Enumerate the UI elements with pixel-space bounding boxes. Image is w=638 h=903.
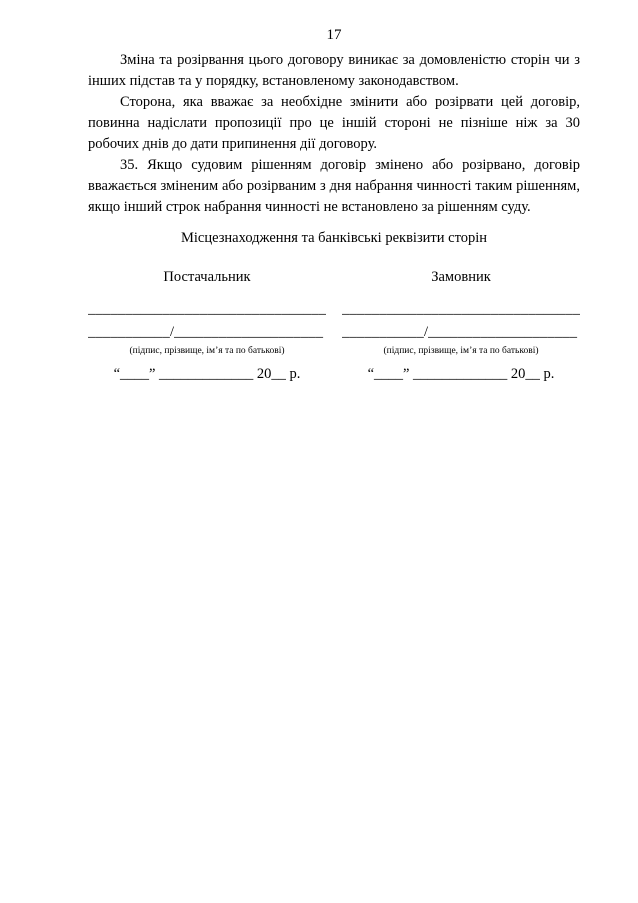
section-heading-requisites: Місцезнаходження та банківські реквізити сторін bbox=[180, 229, 488, 246]
page-number: 17 bbox=[326, 27, 342, 43]
paragraph-change-termination: Зміна та розірвання цього договору виникає за домовленістю сторін чи з інших підстав та у порядку, встановленому законодавством. bbox=[88, 51, 580, 89]
customer-signature-line: ___________/____________________ bbox=[342, 323, 578, 340]
customer-column bbox=[342, 269, 580, 384]
customer-signature-caption: (підпис, прізвище, ім’я та по батькові) bbox=[383, 346, 539, 357]
supplier-requisites-line: ________________________________ bbox=[88, 300, 326, 317]
supplier-date-line: “____” _____________ 20__ р. bbox=[113, 366, 301, 383]
customer-date-line: “____” _____________ 20__ р. bbox=[367, 366, 555, 383]
paragraph-clause-35: 35. Якщо судовим рішенням договір змінено або розірвано, договір вважається зміненим або розірваним з дня набрання чинності таким рішенням, якщо інший строк набрання чинності не встановлено за рішенням суду. bbox=[88, 156, 580, 215]
supplier-column bbox=[88, 269, 326, 384]
supplier-signature-line: ___________/____________________ bbox=[88, 323, 324, 340]
customer-title: Замовник bbox=[431, 268, 491, 285]
paragraph-notice-period: Сторона, яка вважає за необхідне змінити або розірвати цей договір, повинна надіслати пропозиції про це іншій стороні не пізніше ніж за 30 робочих днів до дати припинення дії договору. bbox=[88, 93, 580, 152]
customer-requisites-line: ________________________________ bbox=[342, 300, 580, 317]
signature-block bbox=[88, 269, 580, 384]
supplier-signature-caption: (підпис, прізвище, ім’я та по батькові) bbox=[129, 346, 285, 357]
supplier-title: Постачальник bbox=[163, 268, 251, 285]
body-text bbox=[88, 50, 580, 218]
